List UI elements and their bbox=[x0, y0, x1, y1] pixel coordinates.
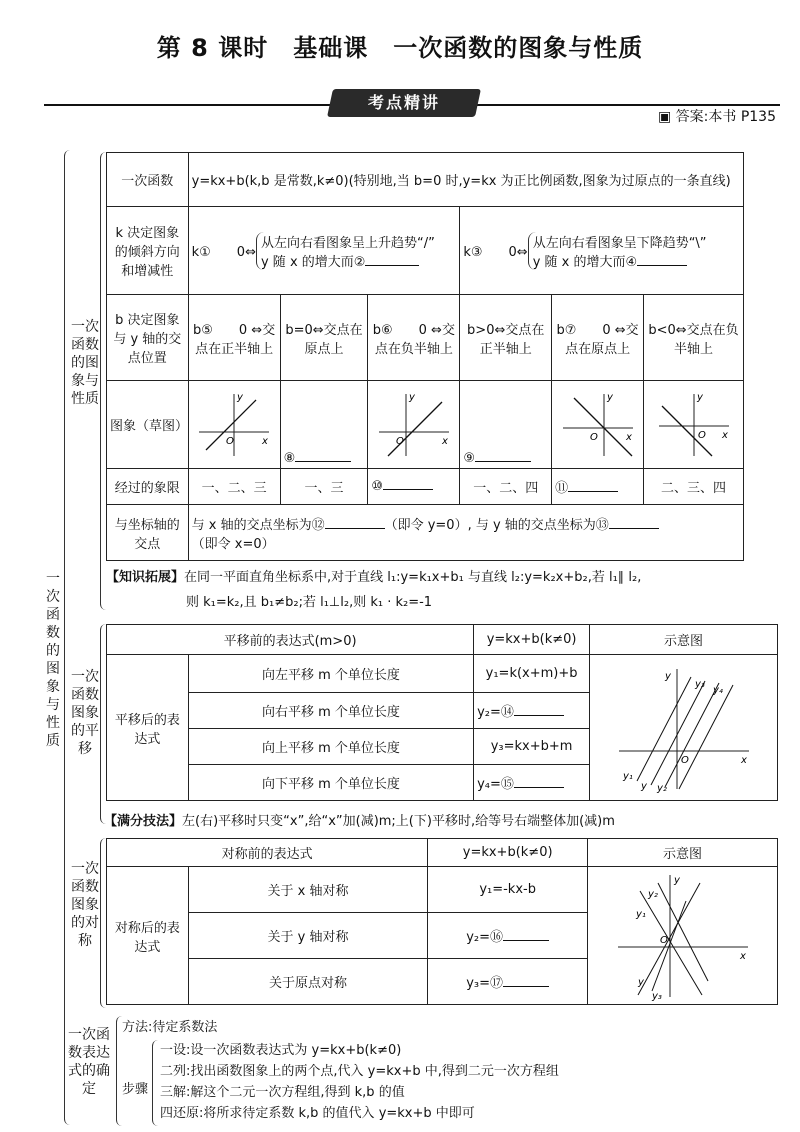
svg-text:y₃: y₃ bbox=[651, 990, 662, 1001]
graph-cell-3 bbox=[368, 381, 460, 469]
graph-cell-6 bbox=[644, 381, 744, 469]
step-item: 一设:设一次函数表达式为 y=kx+b(k≠0) bbox=[160, 1043, 402, 1058]
symmetry-desc: 关于原点对称 bbox=[188, 959, 427, 1005]
section2-label: 一次函数图象的平移 bbox=[71, 669, 99, 757]
symmetry-sketch-cell bbox=[588, 867, 778, 1005]
inter-label: 与坐标轴的交点 bbox=[107, 505, 189, 561]
svg-text:y₁: y₁ bbox=[635, 908, 646, 920]
full-score-tip: 【满分技法】左(右)平移时只变“x”,给“x”加(减)m;上(下)平移时,给等号右端整体加(减)m bbox=[104, 814, 615, 829]
book-icon: ▣ bbox=[657, 109, 672, 125]
symmetry-table bbox=[106, 838, 778, 1005]
b-cell: b⑥ 0 ⇔交点在负半轴上 bbox=[368, 295, 460, 381]
header-sketch: 示意图 bbox=[590, 625, 778, 655]
svg-text:O: O bbox=[226, 435, 234, 447]
svg-text:y: y bbox=[408, 391, 415, 403]
section3-label: 一次函数图象的对称 bbox=[71, 861, 99, 949]
b-cell: b<0⇔交点在负半轴上 bbox=[644, 295, 744, 381]
svg-text:x: x bbox=[721, 429, 728, 441]
svg-text:y: y bbox=[673, 874, 680, 886]
steps-brace bbox=[152, 1040, 159, 1126]
translate-desc: 向下平移 m 个单位长度 bbox=[188, 765, 473, 801]
graph-cell-5 bbox=[552, 381, 644, 469]
svg-text:O: O bbox=[395, 435, 404, 447]
graph-label: 图象（草图） bbox=[107, 381, 189, 469]
svg-text:x: x bbox=[262, 435, 269, 447]
steps-list bbox=[160, 1040, 559, 1124]
svg-text:y₂: y₂ bbox=[656, 782, 667, 793]
translate-expr: y₂=⑭ bbox=[474, 693, 590, 729]
svg-text:O: O bbox=[589, 431, 598, 443]
sketch-falling-negative bbox=[654, 390, 734, 460]
quad-cell: 一、二、四 bbox=[460, 469, 552, 505]
translate-expr: y₃=kx+b+m bbox=[474, 729, 590, 765]
svg-text:y: y bbox=[606, 391, 613, 403]
symmetry-expr: y₃=⑰ bbox=[428, 959, 588, 1005]
header-before: 对称前的表达式 bbox=[107, 839, 428, 867]
quad-cell: 二、三、四 bbox=[644, 469, 744, 505]
svg-text:O: O bbox=[659, 934, 668, 946]
b-cell: b⑦ 0 ⇔交点在原点上 bbox=[552, 295, 644, 381]
svg-text:x: x bbox=[441, 435, 448, 447]
def-text: y=kx+b(k,b 是常数,k≠0)(特别地,当 b=0 时,y=kx 为正比例函数,图象为过原点的一条直线) bbox=[188, 153, 743, 207]
header-expr: y=kx+b(k≠0) bbox=[428, 839, 588, 867]
section1-label: 一次函数的图象与性质 bbox=[71, 319, 99, 407]
sketch-rising-positive bbox=[194, 390, 274, 460]
sketch-falling-origin bbox=[558, 390, 638, 460]
svg-text:y: y bbox=[640, 780, 647, 792]
answer-reference: ▣ 答案:本书 P135 bbox=[657, 109, 776, 125]
section-banner: 考点精讲 bbox=[327, 89, 481, 117]
translate-expr: y₄=⑮ bbox=[474, 765, 590, 801]
translate-desc: 向右平移 m 个单位长度 bbox=[188, 693, 473, 729]
svg-text:y: y bbox=[237, 391, 244, 403]
svg-text:y₃: y₃ bbox=[694, 678, 705, 690]
quad-cell: 一、三 bbox=[280, 469, 368, 505]
step-item: 二列:找出函数图象上的两个点,代入 y=kx+b 中,得到二元一次方程组 bbox=[160, 1064, 559, 1079]
b-cell: b>0⇔交点在正半轴上 bbox=[460, 295, 552, 381]
svg-text:y: y bbox=[664, 670, 671, 682]
graph-blank-9: ⑨ bbox=[460, 381, 552, 469]
translation-sketch bbox=[609, 663, 759, 793]
root-brace bbox=[64, 150, 73, 1125]
step-item: 四还原:将所求待定系数 k,b 的值代入 y=kx+b 中即可 bbox=[160, 1106, 475, 1121]
svg-text:x: x bbox=[625, 431, 632, 443]
quad-label: 经过的象限 bbox=[107, 469, 189, 505]
symmetry-sketch bbox=[608, 871, 758, 1001]
section4-label: 一次函数表达式的确定 bbox=[68, 1027, 110, 1097]
translation-sketch-cell bbox=[590, 655, 778, 801]
translate-desc: 向上平移 m 个单位长度 bbox=[188, 729, 473, 765]
svg-text:y₁: y₁ bbox=[622, 770, 633, 782]
translate-desc: 向左平移 m 个单位长度 bbox=[188, 655, 473, 693]
method-text: 方法:待定系数法 bbox=[122, 1020, 218, 1035]
svg-text:x: x bbox=[739, 950, 746, 962]
svg-text:O: O bbox=[697, 429, 706, 441]
header-before: 平移前的表达式(m>0) bbox=[107, 625, 474, 655]
translation-table bbox=[106, 624, 778, 801]
symmetry-desc: 关于 y 轴对称 bbox=[188, 913, 427, 959]
quad-cell-blank: ⑩ bbox=[368, 469, 460, 505]
section1-table bbox=[106, 152, 744, 561]
inter-text: 与 x 轴的交点坐标为⑫ （即令 y=0）, 与 y 轴的交点坐标为⑬（即令 x=0） bbox=[188, 505, 743, 561]
sketch-rising-negative bbox=[374, 390, 454, 460]
step-item: 三解:解这个二元一次方程组,得到 k,b 的值 bbox=[160, 1085, 405, 1100]
svg-text:y: y bbox=[696, 391, 703, 403]
graph-cell-1 bbox=[188, 381, 280, 469]
svg-text:y₄: y₄ bbox=[712, 684, 723, 696]
after-label: 平移后的表达式 bbox=[107, 655, 189, 801]
quad-cell: 一、二、三 bbox=[188, 469, 280, 505]
k-increasing: k① 0⇔ 从左向右看图象呈上升趋势“/” y 随 x 的增大而② bbox=[188, 207, 460, 295]
svg-text:x: x bbox=[740, 754, 747, 766]
svg-text:y₂: y₂ bbox=[647, 888, 658, 900]
b-cell: b⑤ 0 ⇔交点在正半轴上 bbox=[188, 295, 280, 381]
b-label: b 决定图象与 y 轴的交点位置 bbox=[107, 295, 189, 381]
after-label: 对称后的表达式 bbox=[107, 867, 189, 1005]
svg-text:O: O bbox=[680, 754, 689, 766]
root-label: 一次函数的图象与性质 bbox=[46, 571, 60, 749]
knowledge-extension: 【知识拓展】在同一平面直角坐标系中,对于直线 l₁:y=k₁x+b₁ 与直线 l₂:y=k₂x+b₂,若 l₁∥ l₂, 则 k₁=k₂,且 b₁≠b₂;若 l₁⊥l₂,则 k₁ · k₂=-1 bbox=[106, 570, 642, 610]
translate-expr: y₁=k(x+m)+b bbox=[474, 655, 590, 693]
symmetry-expr: y₁=-kx-b bbox=[428, 867, 588, 913]
symmetry-expr: y₂=⑯ bbox=[428, 913, 588, 959]
steps-label: 步骤 bbox=[122, 1082, 149, 1097]
k-label: k 决定图象的倾斜方向和增减性 bbox=[107, 207, 189, 295]
b-cell: b=0⇔交点在原点上 bbox=[280, 295, 368, 381]
def-label: 一次函数 bbox=[107, 153, 189, 207]
graph-blank-8: ⑧ bbox=[280, 381, 368, 469]
quad-cell-blank: ⑪ bbox=[552, 469, 644, 505]
header-sketch: 示意图 bbox=[588, 839, 778, 867]
symmetry-desc: 关于 x 轴对称 bbox=[188, 867, 427, 913]
header-expr: y=kx+b(k≠0) bbox=[474, 625, 590, 655]
svg-text:y: y bbox=[637, 976, 644, 988]
page-title: 第 8 课时 基础课 一次函数的图象与性质 bbox=[156, 34, 644, 62]
k-decreasing: k③ 0⇔ 从左向右看图象呈下降趋势“\” y 随 x 的增大而④ bbox=[460, 207, 744, 295]
